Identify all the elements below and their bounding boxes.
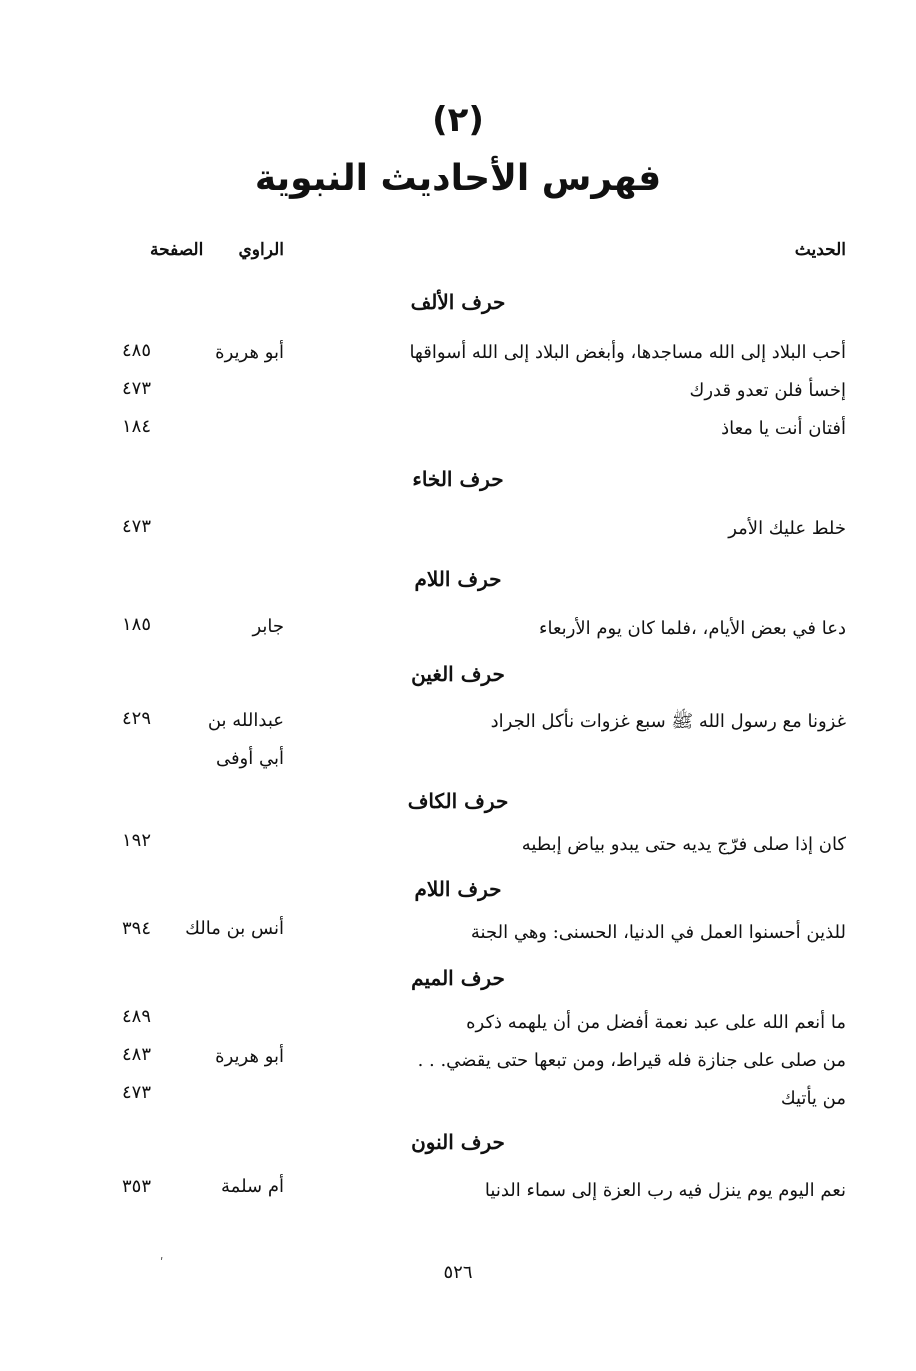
hadith-narrator: عبدالله بن [207, 710, 284, 731]
hadith-narrator: أبو هريرة [215, 342, 284, 363]
hadith-text: كان إذا صلى فرّج يديه حتى يبدو بياض إبطيه [521, 834, 846, 855]
hadith-text: إخسأ فلن تعدو قدرك [689, 380, 846, 401]
hadith-page: ٣٩٤ [122, 918, 152, 939]
hadith-text: خلط عليك الأمر [728, 518, 846, 539]
section-heading-mim: حرف الميم [411, 966, 505, 990]
hadith-narrator: جابر [252, 616, 284, 637]
hadith-page: ٤٨٣ [122, 1044, 152, 1065]
column-header-page: الصفحة [150, 240, 204, 260]
hadith-text: غزونا مع رسول الله ﷺ سبع غزوات نأكل الجراد [490, 711, 846, 732]
hadith-text: أحب البلاد إلى الله مساجدها، وأبغض البلاد إلى الله أسواقها [409, 342, 846, 363]
hadith-page: ٤٨٩ [122, 1006, 152, 1027]
hadith-page: ٤٨٥ [122, 340, 152, 361]
hadith-text: دعا في بعض الأيام، ،فلما كان يوم الأربعاء [539, 618, 846, 639]
hadith-page: ٣٥٣ [122, 1176, 152, 1197]
column-header-hadith: الحديث [794, 240, 846, 260]
hadith-narrator: أبو هريرة [215, 1046, 284, 1067]
section-heading-lam: حرف اللام [414, 567, 502, 591]
hadith-page: ٤٧٣ [122, 1082, 152, 1103]
hadith-text: ما أنعم الله على عبد نعمة أفضل من أن يلهمه ذكره [466, 1012, 846, 1033]
hadith-narrator: أنس بن مالك [185, 918, 284, 939]
page-number: ٥٢٦ [443, 1262, 473, 1283]
column-header-narrator: الراوي [238, 240, 284, 260]
hadith-page: ١٨٤ [122, 416, 152, 437]
print-speck: ʹ [160, 1256, 164, 1270]
section-heading-lam-2: حرف اللام [414, 877, 502, 901]
hadith-page: ٤٧٣ [122, 516, 152, 537]
hadith-narrator-continued: أبي أوفى [215, 748, 284, 769]
page-title: فهرس الأحاديث النبوية [254, 158, 662, 199]
hadith-text: من يأتيك [780, 1088, 846, 1109]
hadith-page: ٤٢٩ [122, 708, 152, 729]
hadith-page: ١٨٥ [122, 614, 152, 635]
chapter-number: (٢) [432, 100, 484, 140]
hadith-text: من صلى على جنازة فله قيراط، ومن تبعها حتى يقضي. . . [417, 1050, 846, 1071]
hadith-text: للذين أحسنوا العمل في الدنيا، الحسنى: وهي الجنة [470, 922, 846, 943]
hadith-page: ١٩٢ [122, 830, 152, 851]
hadith-page: ٤٧٣ [122, 378, 152, 399]
section-heading-ghayn: حرف الغين [411, 662, 505, 686]
hadith-text: نعم اليوم يوم ينزل فيه رب العزة إلى سماء الدنيا [484, 1180, 846, 1201]
hadith-narrator: أم سلمة [221, 1176, 284, 1197]
section-heading-nun: حرف النون [411, 1130, 505, 1154]
section-heading-alif: حرف الألف [410, 290, 506, 314]
section-heading-kaf: حرف الكاف [407, 789, 509, 813]
hadith-text: أفتان أنت يا معاذ [721, 418, 846, 439]
section-heading-kha: حرف الخاء [412, 467, 504, 491]
